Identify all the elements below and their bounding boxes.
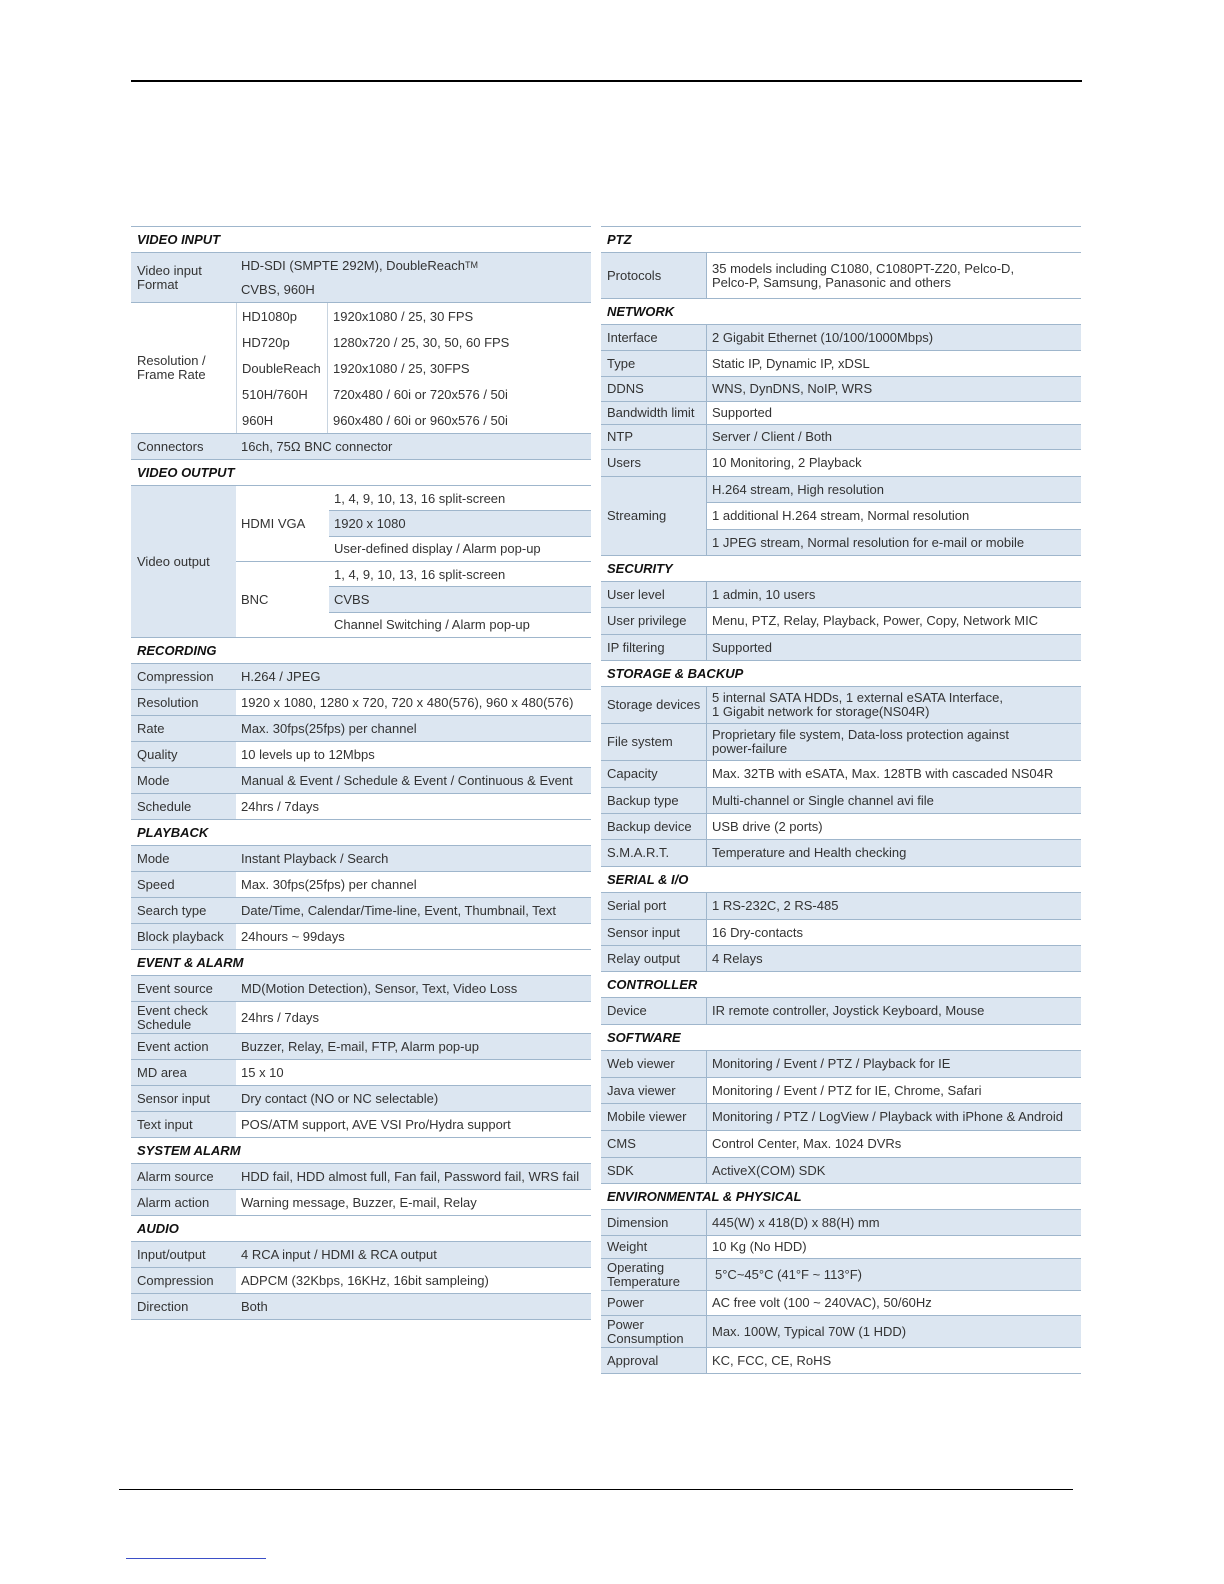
spec-value: Both [236,1294,591,1319]
spec-label: SDK [601,1158,707,1183]
spec-label: Sensor input [601,920,707,945]
spec-value: Buzzer, Relay, E-mail, FTP, Alarm pop-up [236,1034,591,1059]
spec-value: HDD fail, HDD almost full, Fan fail, Password fail, WRS fail [236,1164,591,1189]
spec-value: IR remote controller, Joystick Keyboard, Mouse [707,998,1081,1024]
section-title-storage: STORAGE & BACKUP [601,661,1081,687]
spec-value: Static IP, Dynamic IP, xDSL [712,355,870,371]
spec-label: File system [601,724,707,760]
resolution-name: HD720p [242,334,290,350]
spec-value: 16 Dry-contacts [712,924,804,940]
spec-value: 10 Kg (No HDD) [712,1239,807,1254]
spec-label: Approval [601,1348,707,1373]
output-type-hdmi: HDMI VGA [241,515,306,531]
spec-row [601,582,1081,608]
spec-row [601,1236,1081,1259]
spec-row [131,716,591,742]
spec-value: User-defined display / Alarm pop-up [334,541,541,557]
section-title-video-output: VIDEO OUTPUT [131,460,591,486]
spec-label: Dimension [601,1210,707,1235]
spec-value: Temperature and Health checking [707,840,1081,866]
spec-row [601,1158,1081,1184]
spec-label: Power [601,1291,707,1315]
resolution-name: 510H/760H [242,386,308,402]
spec-row [601,1316,1081,1348]
spec-value: 5°C~45°C (41°F ~ 113°F) [707,1259,1081,1290]
spec-value: Channel Switching / Alarm pop-up [334,617,530,633]
spec-value: HD-SDI (SMPTE 292M), DoubleReach TM [241,257,478,273]
spec-value: 4 RCA input / HDMI & RCA output [236,1242,591,1267]
spec-value: 1 admin, 10 users [707,582,1081,607]
spec-value: 1 additional H.264 stream, Normal resolution [707,503,1081,529]
spec-value: Proprietary file system, Data-loss protection against power-failure [707,724,1081,760]
spec-value: Max. 30fps(25fps) per channel [241,876,417,892]
spec-label: Power Consumption [601,1316,707,1347]
spec-label: Text input [131,1112,236,1137]
spec-label: Sensor input [131,1086,236,1111]
spec-row [601,351,1081,377]
section-title-system-alarm: SYSTEM ALARM [131,1138,591,1164]
spec-label: Direction [131,1294,236,1319]
section-title-recording: RECORDING [131,638,591,664]
spec-row [131,1112,591,1138]
spec-label: NTP [601,425,707,449]
spec-row [601,325,1081,351]
spec-value: WNS, DynDNS, NoIP, WRS [707,377,1081,401]
spec-row [601,608,1081,635]
spec-row [131,1164,591,1190]
spec-label: Weight [601,1236,707,1258]
spec-row [601,425,1081,450]
spec-label: Capacity [601,761,707,787]
spec-value: Dry contact (NO or NC selectable) [236,1086,591,1111]
resolution-name: DoubleReach [242,360,321,376]
spec-row [131,1060,591,1086]
spec-label: Event check Schedule [131,1002,236,1033]
spec-value: 1 RS-232C, 2 RS-485 [707,893,1081,919]
spec-label: Mobile viewer [601,1104,707,1130]
spec-label: Event source [131,976,236,1001]
spec-value: 1920 x 1080, 1280 x 720, 720 x 480(576), 960 x 480(576) [241,694,574,710]
spec-label: Block playback [131,924,236,949]
section-title-serial: SERIAL & I/O [601,867,1081,893]
spec-value: 24hours ~ 99days [241,928,345,944]
spec-row [601,893,1081,920]
spec-value: 2 Gigabit Ethernet (10/100/1000Mbps) [707,325,1081,350]
spec-row-resolution [131,303,591,434]
spec-value: Server / Client / Both [707,425,1081,449]
spec-value: H.264 / JPEG [236,664,591,689]
spec-row [131,1002,591,1034]
spec-label: DDNS [601,377,707,401]
spec-value: Max. 100W, Typical 70W (1 HDD) [707,1316,1081,1347]
spec-value: CVBS [329,587,591,612]
spec-value: Max. 32TB with eSATA, Max. 128TB with cascaded NS04R [712,766,1054,781]
spec-row [131,924,591,950]
spec-label: Rate [131,716,236,741]
spec-row [601,1051,1081,1078]
spec-row [131,1242,591,1268]
resolution-value: 1280x720 / 25, 30, 50, 60 FPS [333,334,510,350]
spec-label: S.M.A.R.T. [601,840,707,866]
footer-link-underline [126,1558,266,1559]
spec-label: Resolution / Frame Rate [131,303,236,433]
spec-row [601,1291,1081,1316]
spec-row [601,840,1081,867]
spec-label: Web viewer [601,1051,707,1077]
section-title-environmental: ENVIRONMENTAL & PHYSICAL [601,1184,1081,1210]
resolution-value: 960x480 / 60i or 960x576 / 50i [333,412,508,428]
spec-row [131,742,591,768]
spec-value: Manual & Event / Schedule & Event / Continuous & Event [236,768,591,793]
spec-row [131,1034,591,1060]
spec-row [131,1268,591,1294]
spec-label: Serial port [601,893,707,919]
spec-column-right [601,226,1081,1374]
spec-row [131,872,591,898]
resolution-value: 720x480 / 60i or 720x576 / 50i [333,386,508,402]
spec-column-left [131,226,591,1320]
spec-row [601,1131,1081,1158]
spec-row [601,1348,1081,1374]
spec-row-video-output [131,486,591,638]
spec-value: ADPCM (32Kbps, 16KHz, 16bit sampleing) [241,1272,489,1288]
spec-label: Input/output [131,1242,236,1267]
spec-row-streaming [601,477,1081,556]
spec-label: Protocols [601,253,707,298]
spec-label: Alarm action [131,1190,236,1215]
spec-label: Compression [131,1268,236,1293]
spec-value: CVBS, 960H [241,281,315,297]
spec-label: Relay output [601,946,707,971]
spec-value: 5 internal SATA HDDs, 1 external eSATA Interface, 1 Gigabit network for storage(NS04R) [707,687,1081,723]
spec-value: Multi-channel or Single channel avi file [707,788,1081,813]
spec-label: Backup type [601,788,707,813]
spec-value: Supported [707,635,1081,660]
spec-value: Monitoring / PTZ / LogView / Playback with iPhone & Android [707,1104,1081,1130]
spec-value: 35 models including C1080, C1080PT-Z20, Pelco-D, Pelco-P, Samsung, Panasonic and others [712,260,1015,290]
spec-label: Speed [131,872,236,897]
spec-label: Storage devices [601,687,707,723]
section-title-network: NETWORK [601,299,1081,325]
spec-row [601,946,1081,972]
spec-label: Video input Format [131,253,236,302]
spec-label: Mode [131,846,236,871]
spec-value: 10 Monitoring, 2 Playback [712,455,862,470]
spec-row [601,788,1081,814]
spec-row [131,1294,591,1320]
spec-label: Users [601,450,707,476]
spec-value: Max. 30fps(25fps) per channel [236,716,591,741]
spec-value: MD(Motion Detection), Sensor, Text, Video Loss [236,976,591,1001]
spec-label: CMS [601,1131,707,1157]
spec-label: Quality [131,742,236,767]
top-rule [131,80,1082,82]
spec-value: KC, FCC, CE, RoHS [712,1352,832,1368]
spec-value: POS/ATM support, AVE VSI Pro/Hydra support [241,1116,511,1132]
spec-label: Operating Temperature [601,1259,707,1290]
spec-label: Event action [131,1034,236,1059]
spec-label: Search type [131,898,236,923]
spec-value: Supported [712,405,772,420]
spec-value: 1, 4, 9, 10, 13, 16 split-screen [329,562,591,587]
spec-label: Compression [131,664,236,689]
spec-value: 10 levels up to 12Mbps [241,746,375,762]
spec-label: Interface [601,325,707,350]
spec-row [131,690,591,716]
resolution-value: 1920x1080 / 25, 30FPS [333,360,470,376]
bottom-rule [119,1489,1073,1490]
section-title-playback: PLAYBACK [131,820,591,846]
spec-value: ActiveX(COM) SDK [707,1158,1081,1183]
section-title-ptz: PTZ [601,227,1081,253]
spec-label: Bandwidth limit [601,402,707,424]
spec-value: Instant Playback / Search [236,846,591,871]
spec-label: Resolution [131,690,236,715]
spec-row [601,998,1081,1025]
spec-label: Connectors [131,434,236,459]
spec-value: 1, 4, 9, 10, 13, 16 split-screen [329,486,591,511]
spec-row [601,402,1081,425]
spec-value: 24hrs / 7days [241,798,320,814]
spec-row [131,1190,591,1216]
spec-label: Type [601,351,707,376]
spec-row [601,724,1081,761]
spec-value: Monitoring / Event / PTZ for IE, Chrome, Safari [712,1082,982,1098]
spec-label: Device [601,998,707,1024]
spec-value: 16ch, 75Ω BNC connector [236,434,591,459]
resolution-name: HD1080p [242,308,297,324]
spec-row [601,635,1081,661]
spec-value: 1 JPEG stream, Normal resolution for e-mail or mobile [707,530,1081,555]
spec-value: Control Center, Max. 1024 DVRs [712,1136,902,1151]
spec-label: Schedule [131,794,236,819]
spec-value: 24hrs / 7days [241,1009,320,1025]
spec-value: Warning message, Buzzer, E-mail, Relay [241,1194,477,1210]
spec-row [601,1259,1081,1291]
spec-label: Mode [131,768,236,793]
section-title-controller: CONTROLLER [601,972,1081,998]
spec-value: USB drive (2 ports) [712,818,823,834]
section-title-video-input: VIDEO INPUT [131,227,591,253]
spec-value: H.264 stream, High resolution [707,477,1081,503]
spec-row [601,377,1081,402]
spec-row [131,664,591,690]
spec-label: Backup device [601,814,707,839]
resolution-name: 960H [242,412,274,428]
section-title-event-alarm: EVENT & ALARM [131,950,591,976]
spec-value: Monitoring / Event / PTZ / Playback for IE [707,1051,1081,1077]
spec-row [601,814,1081,840]
spec-label: User level [601,582,707,607]
spec-label: MD area [131,1060,236,1085]
spec-row [601,1104,1081,1131]
spec-value: 4 Relays [707,946,1081,971]
spec-label: IP filtering [601,635,707,660]
spec-row [131,976,591,1002]
spec-row-connectors [131,434,591,460]
spec-row [601,761,1081,788]
spec-row [131,846,591,872]
spec-row [131,898,591,924]
spec-row-video-input-format [131,253,591,303]
spec-label: Streaming [601,477,707,555]
spec-label: Video output [131,486,236,637]
spec-row [601,450,1081,477]
spec-value: Date/Time, Calendar/Time-line, Event, Thumbnail, Text [236,898,591,923]
spec-row [131,794,591,820]
spec-row [601,920,1081,946]
section-title-software: SOFTWARE [601,1025,1081,1051]
spec-row [131,768,591,794]
spec-value: 445(W) x 418(D) x 88(H) mm [707,1210,1081,1235]
spec-row-protocols [601,253,1081,299]
section-title-security: SECURITY [601,556,1081,582]
spec-value: 15 x 10 [241,1064,284,1080]
spec-label: Java viewer [601,1078,707,1103]
section-title-audio: AUDIO [131,1216,591,1242]
spec-value: AC free volt (100 ~ 240VAC), 50/60Hz [712,1295,932,1310]
output-type-bnc: BNC [241,591,269,607]
spec-row [131,1086,591,1112]
spec-label: User privilege [601,608,707,634]
spec-row [601,1210,1081,1236]
spec-row [601,687,1081,724]
spec-value: Menu, PTZ, Relay, Playback, Power, Copy, Network MIC [712,613,1039,628]
spec-row [601,1078,1081,1104]
spec-value: 1920 x 1080 [329,511,591,536]
spec-label: Alarm source [131,1164,236,1189]
resolution-value: 1920x1080 / 25, 30 FPS [333,308,474,324]
